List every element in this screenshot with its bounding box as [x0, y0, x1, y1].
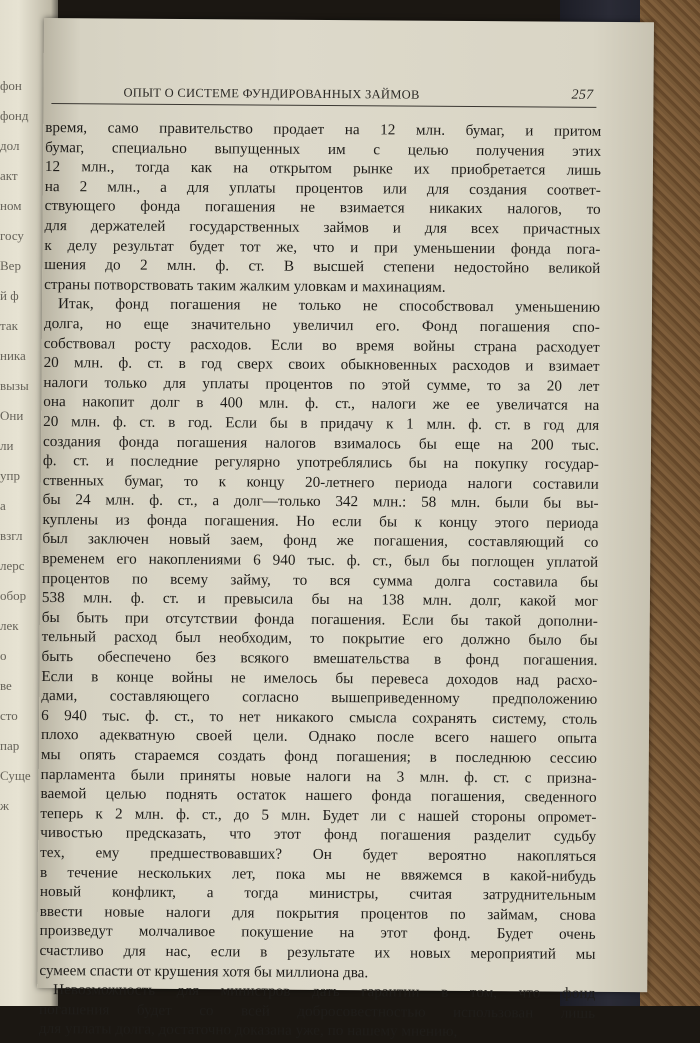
text-line: шения до 2 млн. ф. ст. В высшей степени недостойно великой [44, 256, 601, 278]
text-line: долга, но еще значительно увеличил его. Фонд погашения спо- [43, 314, 600, 336]
left-page-fragment: ника [0, 348, 26, 363]
text-line: произведут молчаливое покушение на этот фонд. Будет очень [39, 922, 596, 944]
left-page-fragment: акт [0, 168, 18, 183]
text-line: мы опять стараемся создать фонд погашения; в последнюю сессию [40, 745, 597, 767]
text-line: налоги только для уплаты процентов по этой сумме, то за 20 лет [43, 373, 600, 395]
left-page-fragment: лек [0, 618, 19, 633]
text-line: ственных бумаг, то к концу 20-летнего периода налоги составили [42, 471, 599, 493]
text-line: сумеем спасти от крушения хотя бы миллиона два. [39, 961, 369, 981]
text-line: 20 млн. ф. ст. в год. Если бы в придачу к 1 млн. ф. ст. в год для [43, 412, 600, 434]
left-page-fragment: Они [0, 408, 24, 423]
text-line: ф. ст. и последние регулярно употреблялись бы на покупку государ- [42, 452, 599, 473]
text-line: погашения будет со всей добросовестностью использован лишь [39, 1000, 596, 1022]
text-line: время, само правительство продает на 12 млн. бумаг, и притом [45, 119, 602, 140]
left-page-fragment: о [0, 648, 7, 663]
left-page-fragment: ли [0, 438, 14, 453]
text-line: Невозможность для министров дать гарантии в том, что фонд [53, 981, 596, 1002]
left-page-fragment: упр [0, 468, 20, 483]
text-line: для уплаты долга, достаточно доказана уже, по нашему мнению, [38, 1020, 458, 1041]
text-line: 12 млн., тогда как на открытом рынке их приобретается лишь [44, 158, 602, 180]
text-line: чивостью предсказать, что этот фонд погашения разделит судьбу [40, 824, 597, 846]
text-line: теперь к 2 млн. ф. ст., до 5 млн. Будет ли с нашей стороны опромет- [40, 804, 597, 826]
text-line: 538 млн. ф. ст. и превысила бы на 138 млн. долг, какой мог [41, 589, 598, 611]
text-line: бы быть при отсутствии фонда погашения. Если бы такой дополни- [41, 608, 598, 630]
left-page-fragment: й ф [0, 288, 19, 303]
left-page-fragment: дол [0, 138, 20, 153]
text-line: счастливо для нас, если в результате их новых мероприятий мы [39, 941, 596, 963]
text-line: бы 24 млн. ф. ст., а долг—только 342 млн.: 58 млн. были бы вы- [42, 491, 599, 513]
left-page-fragment: а [0, 498, 6, 513]
left-page-fragment: вызы [0, 378, 29, 393]
text-line: к делу результат будет тот же, что и при уменьшении фонда пога- [44, 236, 601, 258]
text-line: быть обеспечено без всякого вмешательства в фонд погашения. [41, 648, 598, 669]
text-line: страны потворствовать таким жалким уловкам и махинациям. [44, 275, 446, 296]
text-line: бумаг, специально выпущенных им с целью получения этих [45, 138, 602, 160]
text-line: тельный расход был необходим, то покрытие его должно было бы [41, 628, 598, 650]
text-line: 6 940 тыс. ф. ст., то нет никакого смысла сохранять систему, столь [41, 706, 598, 728]
text-line: на 2 млн., а для уплаты процентов или для создания соответ- [44, 177, 601, 199]
left-page-fragment: фон [0, 78, 22, 93]
page-body-text [39, 118, 601, 1043]
left-page-fragment: ном [0, 198, 22, 213]
text-line: она накопит долг в 400 млн. ф. ст., налоги же ее увеличатся на [43, 393, 600, 415]
left-page-fragment: ве [0, 678, 12, 693]
left-page-fragment: пар [0, 738, 20, 753]
left-page-fragment: обор [0, 588, 27, 603]
text-line: Если в конце войны не имелось бы перевеса доходов над расхо- [41, 667, 598, 689]
text-line: новый конфликт, а тогда министры, считая затруднительным [39, 883, 596, 905]
running-header-title: ОПЫТ О СИСТЕМЕ ФУНДИРОВАННЫХ ЗАЙМОВ [123, 85, 420, 102]
right-page [37, 18, 654, 1041]
text-line: для держателей государственных займов и для всех причастных [44, 216, 601, 238]
text-line: временем его накоплениями 6 940 тыс. ф. ст., был бы поглощен уплатой [42, 550, 599, 571]
text-line: ввести новые налоги для покрытия процентов по займам, снова [39, 902, 596, 924]
left-page-fragment: Суще [0, 768, 31, 783]
left-page-fragment: Вер [0, 258, 21, 273]
text-line: процентов по всему займу, то вся сумма долга составила бы [42, 569, 599, 591]
text-line: в течение нескольких лет, пока мы не ввяжемся в какой-нибудь [39, 863, 597, 885]
left-page-fragment: ж [0, 798, 9, 813]
left-page-fragment: госу [0, 228, 24, 243]
text-line: ваемой целью поднять остаток нашего фонда погашения, сведенного [40, 785, 597, 807]
left-page-fragment: лерс [0, 558, 25, 573]
text-line: создания фонда погашения налогов взималось бы еще на 200 тыс. [42, 432, 600, 454]
left-page-fragment: взгл [0, 528, 23, 543]
text-line: Итак, фонд погашения не только не способствовал уменьшению [57, 295, 601, 317]
text-line: парламента были приняты новые налоги на 3 млн. ф. ст. с призна- [40, 765, 597, 787]
page-number: 257 [571, 87, 594, 103]
left-page-fragment: сто [0, 708, 18, 723]
text-line: тех, ему предшествовавших? Он будет вероятно накопляться [40, 843, 597, 865]
text-line: куплены из фонда погашения. Но если бы к концу этого периода [42, 510, 599, 532]
header-rule [51, 103, 596, 108]
text-line: был заключен новый заем, фонд же погашения, составляющий со [42, 530, 599, 552]
text-line: ствующего фонда погашения не взимается никаких налогов, то [44, 197, 601, 219]
text-line: 20 млн. ф. ст. в год сверх своих обыкновенных расходов и взимает [43, 354, 600, 376]
text-line: дами, составляющего согласно вышеприведенному предположению [41, 687, 598, 709]
running-header [123, 79, 593, 104]
left-page-fragment: фонд [0, 108, 29, 123]
left-page-fragment: так [0, 318, 18, 333]
text-line: плохо адекватную своей цели. Однако после всего нашего опыта [40, 726, 598, 748]
text-line: собствовал росту расходов. Если во время войны страна расходует [43, 334, 600, 356]
